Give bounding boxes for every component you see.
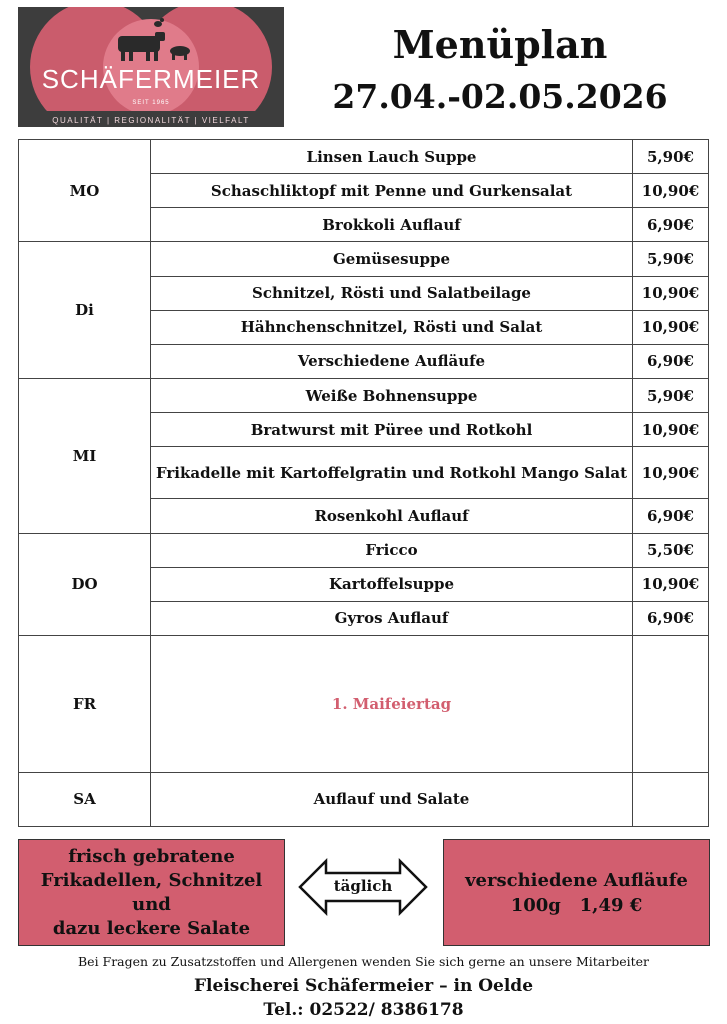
dish-price: 5,90€ xyxy=(633,140,709,174)
brand-logo xyxy=(18,7,284,127)
dish-price xyxy=(633,636,709,773)
dish-price: 5,50€ xyxy=(633,533,709,567)
promo-line: frisch gebratene xyxy=(68,845,235,867)
day-label: MI xyxy=(19,378,151,533)
dish-price xyxy=(633,772,709,826)
promo-text xyxy=(465,868,688,918)
day-label: MO xyxy=(19,140,151,242)
dish-name: Kartoffelsuppe xyxy=(151,567,633,601)
page-title: Menüplan xyxy=(392,22,608,67)
dish-name: Fricco xyxy=(151,533,633,567)
brand-tagline: QUALITÄT | REGIONALITÄT | VIELFALT xyxy=(52,116,250,125)
dish-price: 10,90€ xyxy=(633,276,709,310)
table-row xyxy=(19,533,709,567)
table-row xyxy=(19,378,709,412)
dish-name: Gyros Auflauf xyxy=(151,601,633,635)
phone-number: Tel.: 02522/ 8386178 xyxy=(263,1000,464,1020)
promo-casseroles xyxy=(443,839,710,946)
promo-line: Frikadellen, Schnitzel und xyxy=(40,869,263,915)
dish-price: 10,90€ xyxy=(633,310,709,344)
dish-price: 10,90€ xyxy=(633,567,709,601)
day-label: FR xyxy=(19,636,151,773)
dish-name: Auflauf und Salate xyxy=(151,772,633,826)
dish-price: 5,90€ xyxy=(633,378,709,412)
brand-name: SCHÄFERMEIER xyxy=(41,64,261,94)
dish-price: 10,90€ xyxy=(633,447,709,499)
promo-text xyxy=(19,845,284,941)
dish-price: 5,90€ xyxy=(633,242,709,276)
dish-price: 6,90€ xyxy=(633,499,709,533)
day-label: Di xyxy=(19,242,151,379)
allergen-note: Bei Fragen zu Zusatzstoffen und Allergenen wenden Sie sich gerne an unsere Mitarbeiter xyxy=(77,954,650,969)
table-row xyxy=(19,772,709,826)
dish-price: 10,90€ xyxy=(633,174,709,208)
daily-label: täglich xyxy=(333,877,393,895)
dish-name: Rosenkohl Auflauf xyxy=(151,499,633,533)
dish-name: Brokkoli Auflauf xyxy=(151,208,633,242)
menu-table xyxy=(18,139,709,827)
table-row xyxy=(19,242,709,276)
dish-price: 6,90€ xyxy=(633,208,709,242)
date-range: 27.04.-02.05.2026 xyxy=(332,77,668,116)
dish-name: Weiße Bohnensuppe xyxy=(151,378,633,412)
holiday-label: 1. Maifeiertag xyxy=(151,636,633,773)
dish-name: Frikadelle mit Kartoffelgratin und Rotkohl Mango Salat xyxy=(151,447,633,499)
dish-price: 6,90€ xyxy=(633,601,709,635)
dish-name: Schnitzel, Rösti und Salatbeilage xyxy=(151,276,633,310)
day-label: SA xyxy=(19,772,151,826)
dish-name: Verschiedene Aufläufe xyxy=(151,344,633,378)
company-name: Fleischerei Schäfermeier – in Oelde xyxy=(193,976,534,996)
dish-name: Schaschliktopf mit Penne und Gurkensalat xyxy=(151,174,633,208)
dish-name: Linsen Lauch Suppe xyxy=(151,140,633,174)
dish-name: Bratwurst mit Püree und Rotkohl xyxy=(151,413,633,447)
dish-price: 10,90€ xyxy=(633,413,709,447)
dish-name: Gemüsesuppe xyxy=(151,242,633,276)
promo-line: dazu leckere Salate xyxy=(52,917,251,939)
promo-line: verschiedene Aufläufe xyxy=(465,869,688,891)
dish-name: Hähnchenschnitzel, Rösti und Salat xyxy=(151,310,633,344)
promo-daily-fried xyxy=(18,839,285,946)
promo-line: 100g 1,49 € xyxy=(510,894,643,916)
table-row xyxy=(19,140,709,174)
brand-since: SEIT 1965 xyxy=(132,100,170,106)
table-row xyxy=(19,636,709,773)
day-label: DO xyxy=(19,533,151,635)
dish-price: 6,90€ xyxy=(633,344,709,378)
